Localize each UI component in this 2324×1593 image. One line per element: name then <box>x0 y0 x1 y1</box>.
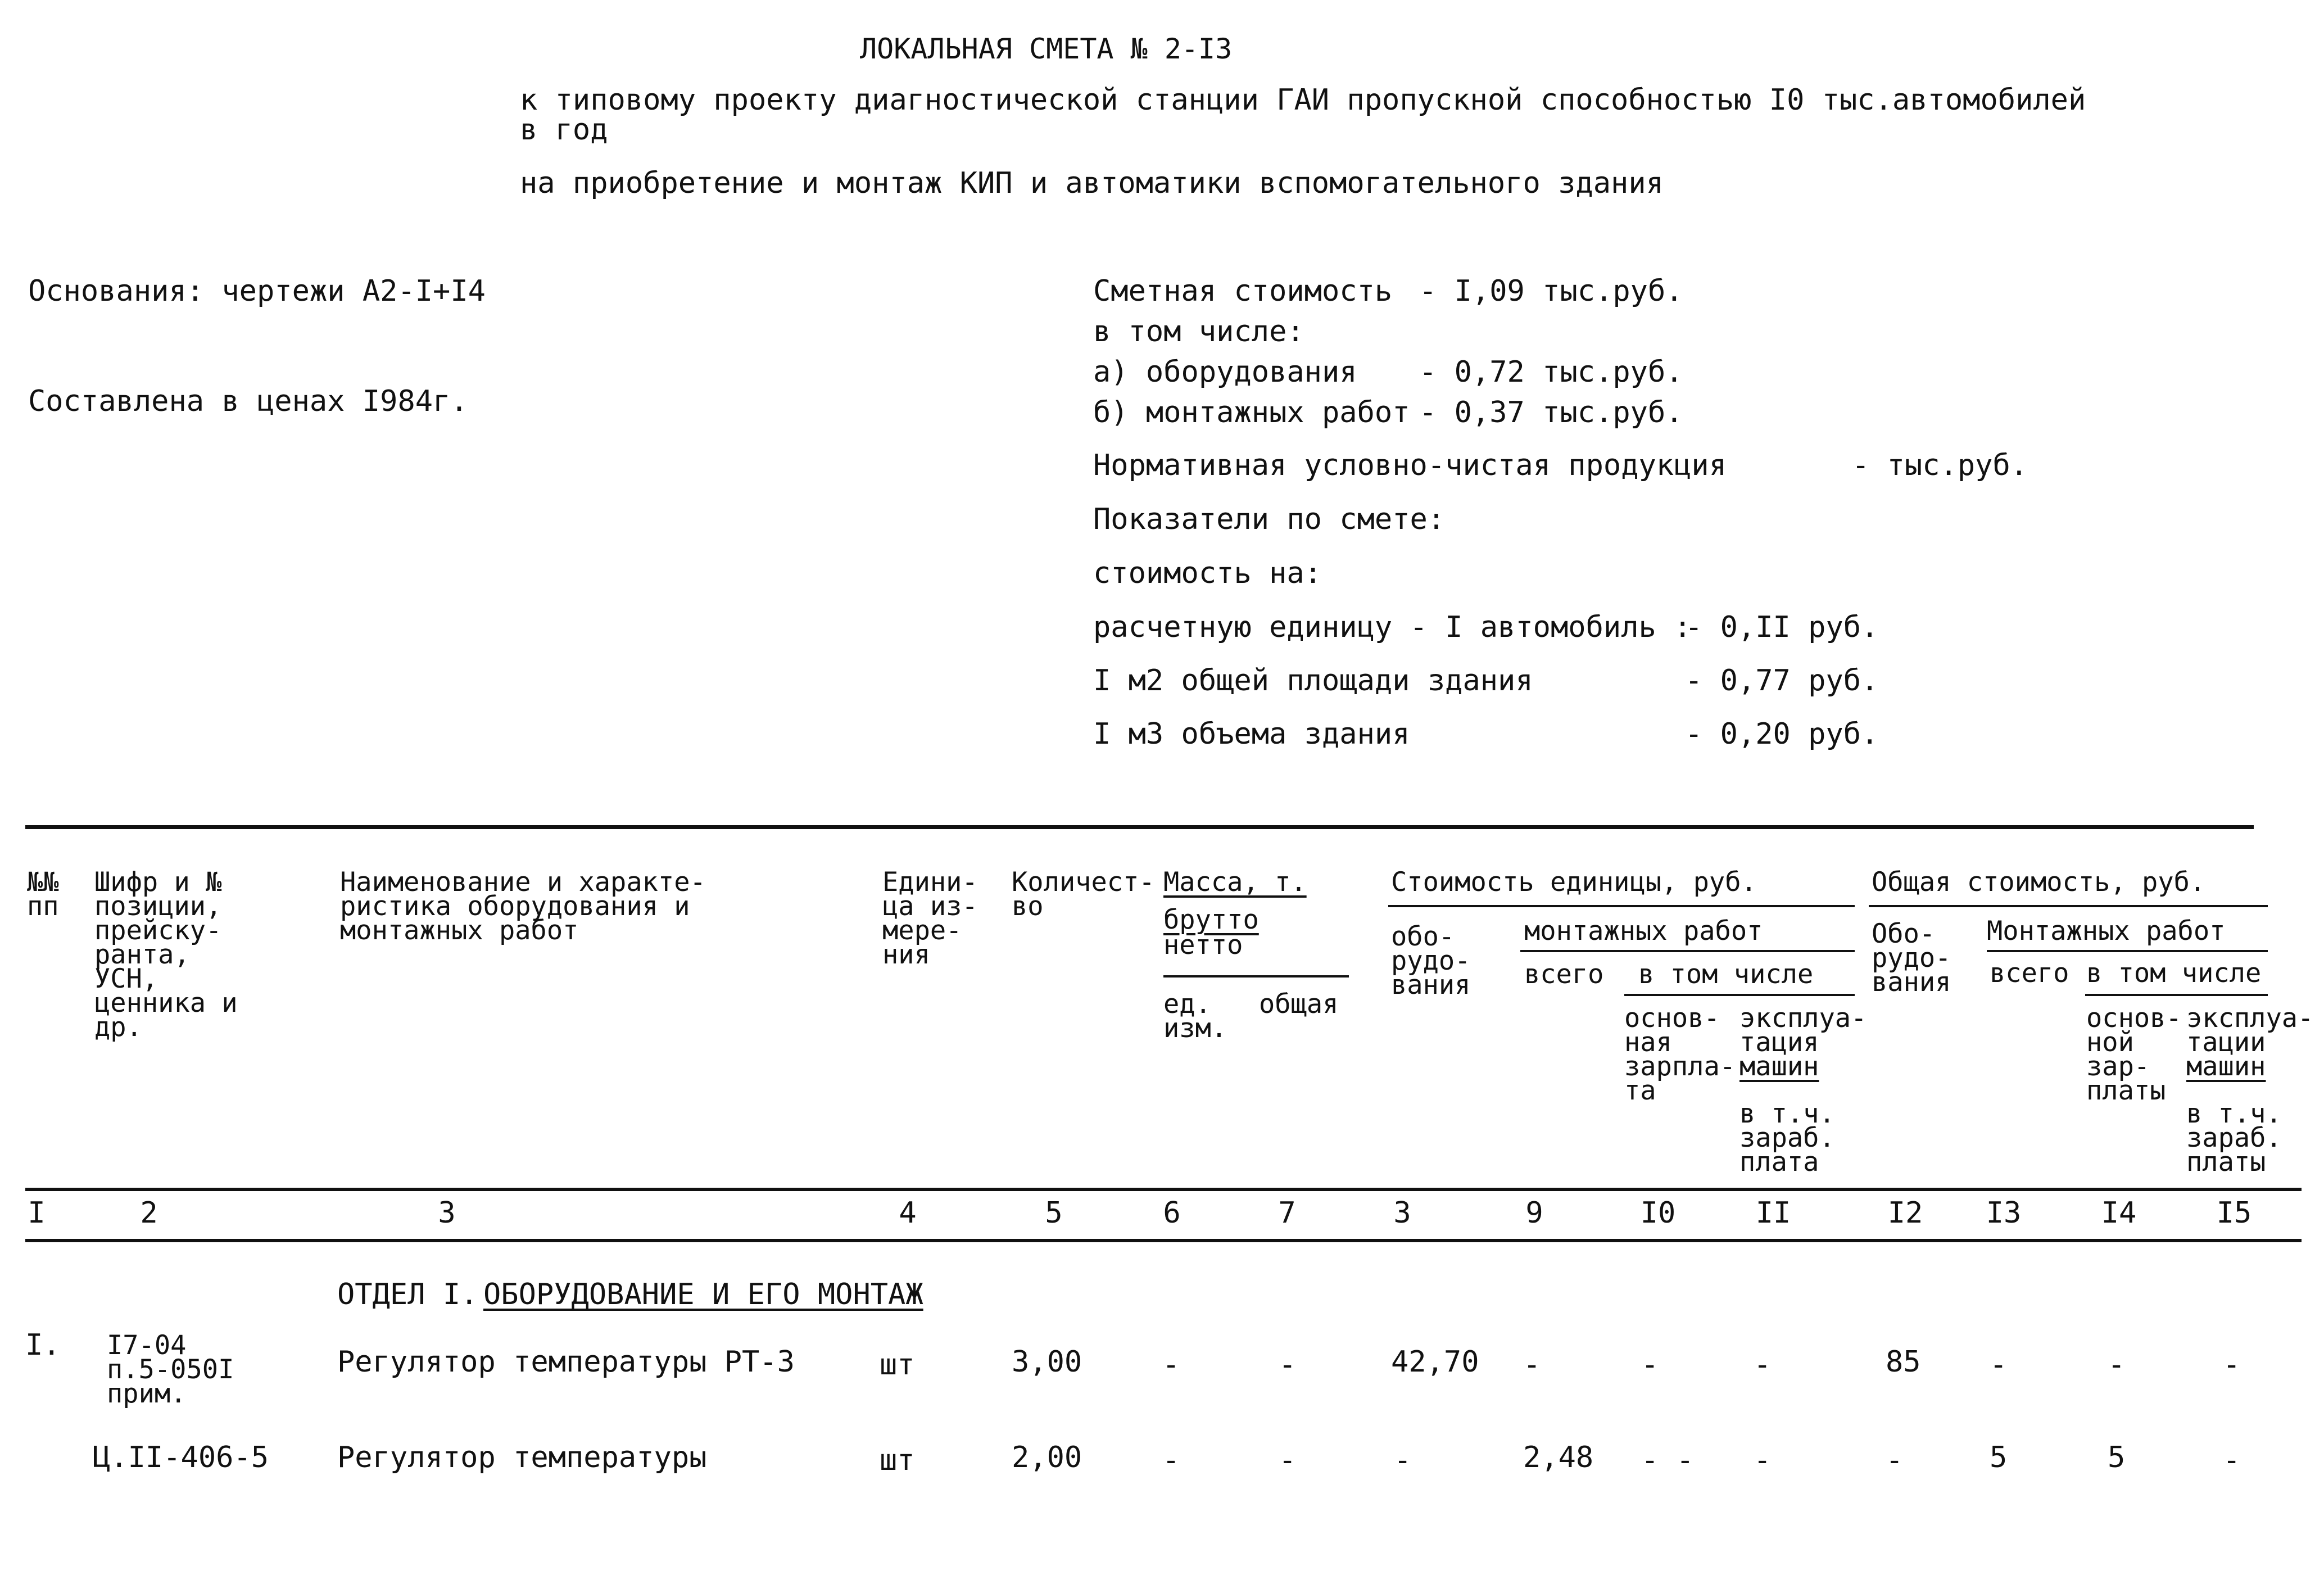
area-cost-label: I м2 общей площади здания <box>1093 664 1533 698</box>
table-top-rule <box>25 825 2254 829</box>
col15-header-bottom: в т.ч. зараб. платы <box>2186 1098 2282 1178</box>
subtitle-line-2: в год <box>520 113 608 147</box>
unit-cost-label: расчетную единицу - I автомобиль : <box>1093 610 1692 644</box>
col4-header: Едини- ца из- мере- ния <box>882 867 978 970</box>
unit-cost-value: - 0,II руб. <box>1685 610 1879 644</box>
col2-header: Шифр и № позиции, прейску- ранта, УСН, ценника и др. <box>94 867 238 1043</box>
col5-header: Количест- во <box>1012 867 1155 922</box>
total-group-rule <box>1869 905 2268 907</box>
row-install-total: - <box>1523 1348 1541 1382</box>
col-number: 2 <box>140 1196 158 1230</box>
row-mass-unit: - <box>1162 1348 1180 1382</box>
col14-header: основ- ной зар- платы <box>2086 1003 2182 1106</box>
npp-label: Нормативная условно-чистая продукция <box>1093 449 1727 482</box>
row-qty: 2,00 <box>1012 1441 1082 1474</box>
col11-header-mid: машин <box>1739 1051 1819 1082</box>
incl-group2-rule <box>2085 994 2268 996</box>
indicators-label: Показатели по смете: <box>1093 503 1446 536</box>
col-number: I4 <box>2101 1196 2137 1230</box>
area-cost-value: - 0,77 руб. <box>1685 664 1879 698</box>
row-unit: шт <box>880 1443 915 1477</box>
header-bottom-rule <box>25 1188 2302 1191</box>
row-total-machines: - <box>2223 1348 2241 1382</box>
volume-cost-value: - 0,20 руб. <box>1685 717 1879 751</box>
col11-header-bottom: в т.ч. зараб. плата <box>1739 1098 1835 1178</box>
row-code: I7-04 п.5-050I прим. <box>107 1330 234 1409</box>
col1-header: №№ пп <box>27 867 59 922</box>
row-code: Ц.II-406-5 <box>93 1441 269 1474</box>
row-total-equip: - <box>1886 1443 1904 1477</box>
unitcost-group-rule <box>1388 905 1855 907</box>
col-number: I <box>28 1196 46 1230</box>
install-group-header: монтажных работ <box>1524 916 1763 947</box>
col15-header-mid: машин <box>2186 1051 2266 1082</box>
col-number: 7 <box>1278 1196 1296 1230</box>
row-wage: - - <box>1641 1443 1694 1477</box>
row-unit: шт <box>880 1348 915 1382</box>
col-number: 5 <box>1045 1196 1063 1230</box>
col-number: II <box>1755 1196 1791 1230</box>
install-group2-header: Монтажных работ <box>1987 916 2226 947</box>
col-number: I2 <box>1887 1196 1923 1230</box>
row-qty: 3,00 <box>1012 1345 1082 1379</box>
col9-header: всего <box>1524 959 1604 990</box>
equip-value: - 0,72 тыс.руб. <box>1419 355 1683 389</box>
row-equip-cost: - <box>1394 1443 1412 1477</box>
subtitle-line-3: на приобретение и монтаж КИП и автоматики вспомогательного здания <box>520 166 1664 200</box>
col10-header: основ- ная зарпла- та <box>1624 1003 1736 1106</box>
incl-group-header: в том числе <box>1638 959 1814 990</box>
document-title: ЛОКАЛЬНАЯ СМЕТА № 2-I3 <box>860 33 1233 65</box>
col7-header: общая <box>1259 989 1339 1020</box>
prices-text: Составлена в ценах I984г. <box>28 384 468 418</box>
cost-label: Сметная стоимость <box>1093 274 1393 308</box>
col11-header-top: эксплуа- тация <box>1739 1003 1867 1058</box>
col6-header: ед. изм. <box>1163 989 1227 1044</box>
total-group-header: Общая стоимость, руб. <box>1872 867 2206 898</box>
mass-group-header: Масса, т. <box>1163 867 1307 898</box>
col8-header: обо- рудо- вания <box>1391 921 1471 1001</box>
netto-rule <box>1163 975 1349 977</box>
col-number: 4 <box>899 1196 917 1230</box>
unitcost-group-header: Стоимость единицы, руб. <box>1391 867 1757 898</box>
col3-header: Наименование и характе- ристика оборудования и монтажных работ <box>340 867 706 946</box>
row-name: Регулятор температуры РТ-3 <box>337 1345 795 1379</box>
install-group2-rule <box>1987 950 2268 952</box>
col-number: 3 <box>1393 1196 1411 1230</box>
row-mass-total: - <box>1279 1443 1297 1477</box>
incl-group2-header: в том числе <box>2086 958 2262 989</box>
row-mass-total: - <box>1279 1348 1297 1382</box>
col-number: I0 <box>1640 1196 1676 1230</box>
row-number: I. <box>25 1328 61 1362</box>
install-label: б) монтажных работ <box>1093 396 1410 429</box>
col-number: 3 <box>438 1196 456 1230</box>
volume-cost-label: I м3 объема здания <box>1093 717 1410 751</box>
install-value: - 0,37 тыс.руб. <box>1419 396 1683 429</box>
row-total-install: 5 <box>1990 1441 2008 1474</box>
brutto-header: брутто <box>1163 904 1259 935</box>
incl-group-rule <box>1624 994 1855 996</box>
row-total-machines: - <box>2223 1443 2241 1477</box>
row-name: Регулятор температуры <box>337 1441 707 1474</box>
row-machines: - <box>1754 1348 1772 1382</box>
cost-per-label: стоимость на: <box>1093 556 1322 590</box>
netto-header: нетто <box>1163 930 1243 961</box>
npp-value: - тыс.руб. <box>1852 449 2028 482</box>
subtitle-line-1: к типовому проекту диагностической станции ГАИ пропускной способностью I0 тыс.автомобилей <box>520 83 2086 117</box>
row-machines: - <box>1754 1443 1772 1477</box>
basis-text: Основания: чертежи А2-I+I4 <box>28 274 486 308</box>
row-wage: - <box>1641 1348 1659 1382</box>
row-install-total: 2,48 <box>1523 1441 1594 1474</box>
col-number: 6 <box>1163 1196 1181 1230</box>
row-total-wage: - <box>2108 1348 2126 1382</box>
colnum-bottom-rule <box>25 1239 2302 1242</box>
section-title-prefix: ОТДЕЛ I. <box>337 1278 478 1311</box>
row-total-install: - <box>1990 1348 2008 1382</box>
equip-label: а) оборудования <box>1093 355 1357 389</box>
section-title: ОБОРУДОВАНИЕ И ЕГО МОНТАЖ <box>483 1278 923 1311</box>
incl-label: в том числе: <box>1093 315 1304 349</box>
col15-header-top: эксплуа- тации <box>2186 1003 2314 1058</box>
row-equip-cost: 42,70 <box>1391 1345 1479 1379</box>
row-mass-unit: - <box>1162 1443 1180 1477</box>
row-total-wage: 5 <box>2108 1441 2126 1474</box>
install-group-rule <box>1520 950 1855 952</box>
col-number: 9 <box>1525 1196 1543 1230</box>
cost-value: - I,09 тыс.руб. <box>1419 274 1683 308</box>
col12-header: Обо- рудо- вания <box>1872 918 1951 998</box>
col13-header: всего <box>1990 958 2069 989</box>
col-number: I5 <box>2216 1196 2252 1230</box>
col-number: I3 <box>1986 1196 2022 1230</box>
row-total-equip: 85 <box>1886 1345 1921 1379</box>
